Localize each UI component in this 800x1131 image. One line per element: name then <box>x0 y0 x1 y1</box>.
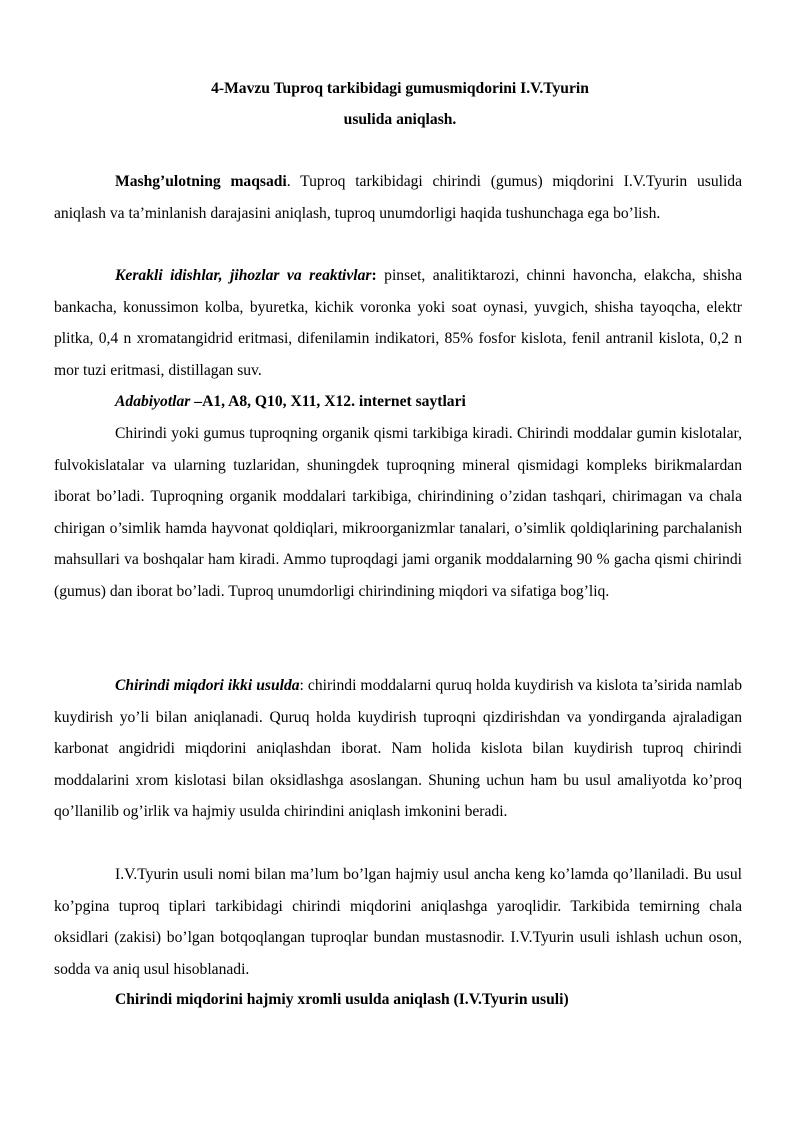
tyurin-paragraph: I.V.Tyurin usuli nomi bilan ma’lum bo’lgan hajmiy usul ancha keng ko’lamda qo’llaniladi. Bu usul ko’pgina tuproq tiplari tarkibidagi chirindi miqdorini aniqlashga yaroqlidir. Tarkibida temirning chala oksidlari (zakisi) bo’lgan botqoqlangan tuproqlar bundan mustasnodir. I.V.Tyurin usuli ishlash uchun oson, sodda va aniq usul hisoblanadi. <box>54 866 742 978</box>
subheading: Chirindi miqdorini hajmiy xromli usulda aniqlash (I.V.Tyurin usuli) <box>115 991 569 1008</box>
goal-paragraph <box>54 166 742 229</box>
equipment-text: pinset, analitiktarozi, chinni havoncha, elakcha, shisha bankacha, konussimon kolba, byuretka, kichik voronka yoki soat oynasi, yuvgich, shisha tayoqcha, elektr plitka, 0,4 n xromatangidrid eritmasi, difenilamin indikatori, 85% fosfor kislota, fenil antranil kislota, 0,2 n mor tuzi eritmasi, distillagan suv. <box>54 267 742 379</box>
methods-text: : chirindi moddalarni quruq holda kuydirish va kislota ta’sirida namlab kuydirish yo’li bilan aniqlanadi. Quruq holda kuydirish tuproqni qizdirishdan va yondirganda ajraladigan karbonat angidridi miqdorini aniqlashdan iborat. Nam holida kislota bilan kuydirish tuproq chirindi moddalarini xrom kislotasi bilan oksidlashga asoslangan. Shuning uchun ham bu usul amaliyotda ko’proq qo’llanilib og’irlik va hajmiy usulda chirindini aniqlash imkonini beradi. <box>54 677 742 821</box>
equipment-colon: : <box>371 267 377 284</box>
title-line-2: usulida aniqlash. <box>343 111 457 128</box>
title-line-1: 4-Mavzu Tuproq tarkibidagi gumusmiqdorini I.V.Tyurin <box>211 80 589 97</box>
literature-label: Adabiyotlar <box>115 393 191 410</box>
methods-paragraph <box>54 670 742 828</box>
chirindi-paragraph: Chirindi yoki gumus tuproqning organik qismi tarkibiga kiradi. Chirindi moddalar gumin kislotalar, fulvokislatalar va ularning tuzlaridan, shuningdek tuproqning mineral qismidagi kompleks birikmalardan iborat bo’ladi. Tuproqning organik moddalari tarkibiga, chirindining o’zidan tashqari, chirimagan va chala chirigan o’simlik hamda hayvonat qoldiqlari, mikroorganizmlar tanalari, o’simlik qoldiqlarining parchalanish mahsullari va boshqalar ham kiradi. Ammo tuproqdagi jami organik moddalarning 90 % gacha qismi chirindi (gumus) dan iborat bo’ladi. Tuproq unumdorligi chirindining miqdori va sifatiga bog’liq. <box>54 425 742 600</box>
goal-label: Mashg’ulotning maqsadi <box>115 173 287 190</box>
methods-label: Chirindi miqdori ikki usulda <box>115 677 300 694</box>
goal-text: . Tuproq tarkibidagi chirindi (gumus) miqdorini I.V.Tyurin usulida aniqlash va ta’minlanish darajasini aniqlash, tuproq unumdorligi haqida tushunchaga ega bo’lish. <box>54 173 743 222</box>
equipment-label: Kerakli idishlar, jihozlar va reaktivlar <box>115 267 372 284</box>
equipment-paragraph <box>54 260 742 386</box>
literature-paragraph <box>54 386 742 418</box>
literature-text: –A1, A8, Q10, X11, X12. internet saytlari <box>190 393 466 410</box>
